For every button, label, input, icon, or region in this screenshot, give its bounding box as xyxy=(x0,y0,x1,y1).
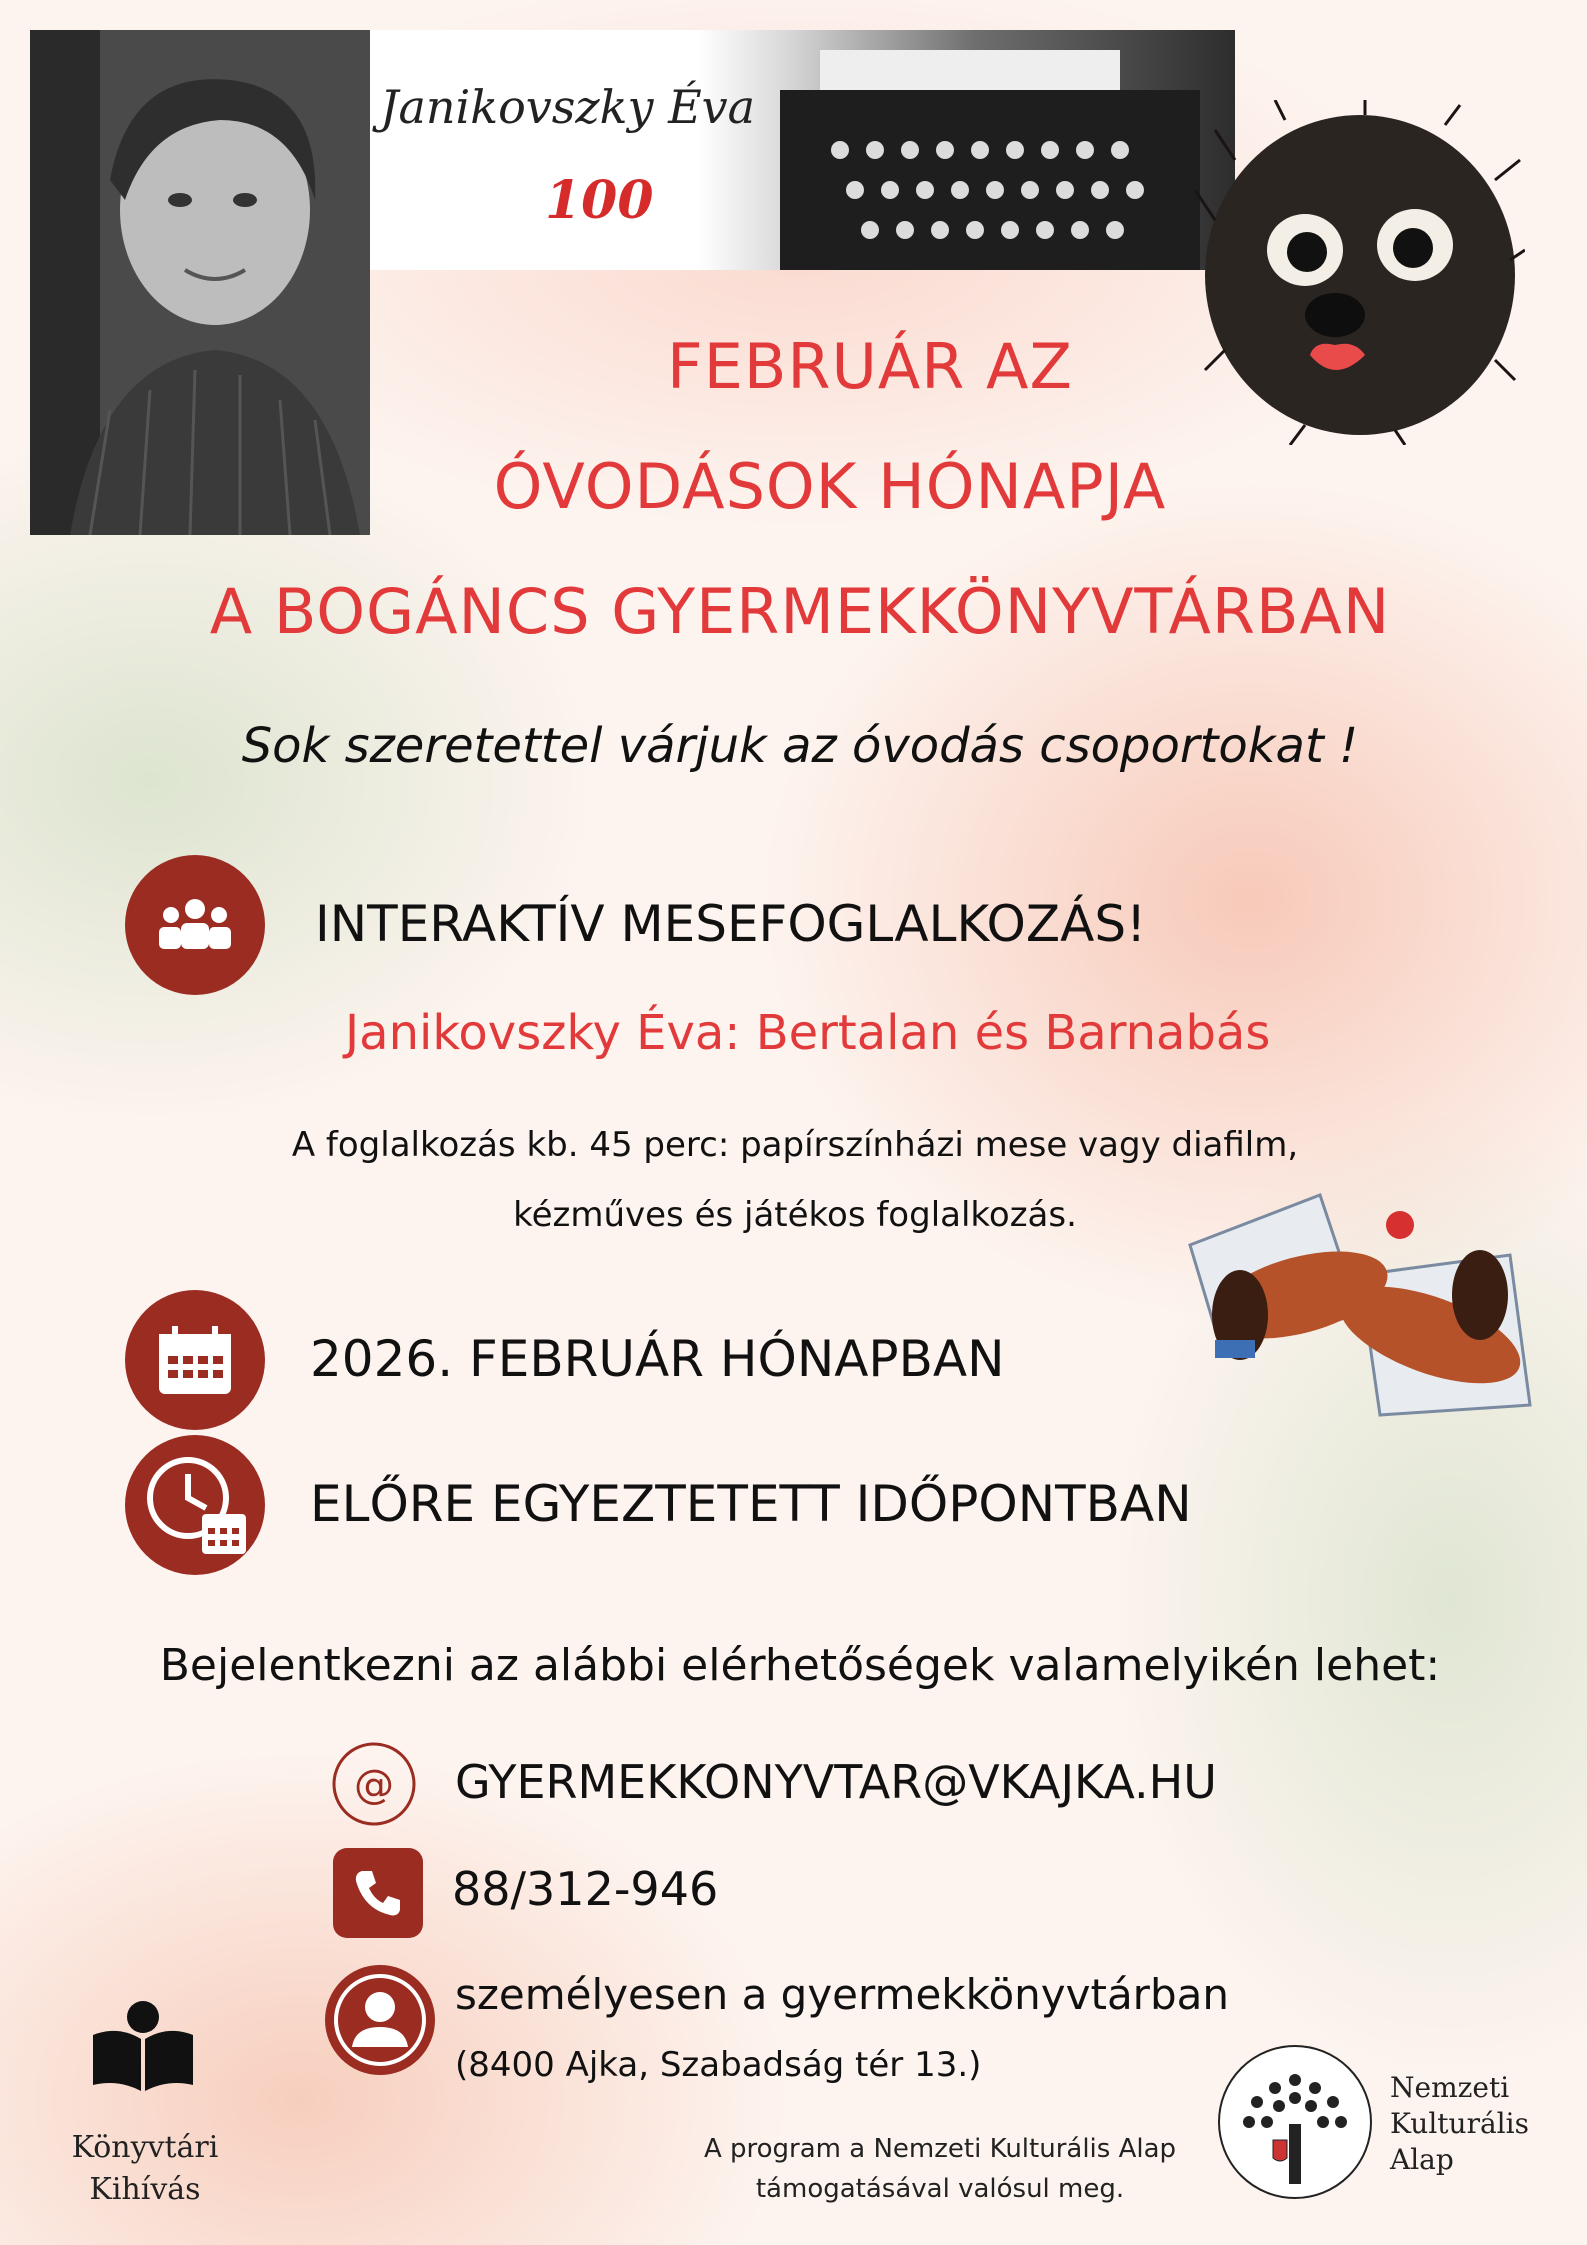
phone-icon xyxy=(333,1848,423,1938)
activity-label: INTERAKTÍV MESEFOGLALKOZÁS! xyxy=(315,895,1147,953)
at-icon xyxy=(330,1740,418,1828)
phone-number[interactable]: 88/312-946 xyxy=(452,1862,719,1916)
anniversary-number: 100 xyxy=(545,170,654,231)
address-text: (8400 Ajka, Szabadság tér 13.) xyxy=(455,2045,982,2085)
email-link[interactable]: GYERMEKKONYVTAR@VKAJKA.HU xyxy=(455,1755,1217,1809)
author-portrait-photo xyxy=(30,30,370,535)
title-line-1: FEBRUÁR AZ xyxy=(667,330,1073,403)
clock-calendar-icon xyxy=(125,1435,265,1575)
description-line-1: A foglalkozás kb. 45 perc: papírszínházi mese vagy diafilm, xyxy=(291,1125,1299,1165)
in-person-label: személyesen a gyermekkönyvtárban xyxy=(455,1970,1229,2019)
funding-note-line-1: A program a Nemzeti Kulturális Alap xyxy=(703,2134,1177,2164)
funding-note-line-2: támogatásával valósul meg. xyxy=(755,2174,1125,2204)
open-book-icon xyxy=(88,1995,198,2095)
group-icon xyxy=(125,855,265,995)
tree-icon xyxy=(1215,2040,1375,2205)
date-label: 2026. FEBRUÁR HÓNAPBAN xyxy=(310,1330,1005,1388)
nka-line-1: Nemzeti xyxy=(1390,2071,1510,2104)
person-icon xyxy=(325,1965,435,2075)
nka-line-2: Kulturális xyxy=(1390,2107,1529,2140)
title-line-2: ÓVODÁSOK HÓNAPJA xyxy=(493,450,1167,523)
dachshund-illustration xyxy=(1180,1185,1540,1435)
logo-line-2: Kihívás xyxy=(89,2172,201,2207)
contact-heading: Bejelentkezni az alábbi elérhetőségek valamelyikén lehet: xyxy=(159,1640,1441,1691)
welcome-text: Sok szeretettel várjuk az óvodás csoportokat ! xyxy=(241,718,1359,774)
anniversary-banner xyxy=(370,30,1235,270)
description-line-2: kézműves és játékos foglalkozás. xyxy=(513,1195,1077,1235)
title-line-3: A BOGÁNCS GYERMEKKÖNYVTÁRBAN xyxy=(209,575,1391,648)
logo-line-1: Könyvtári xyxy=(71,2130,219,2165)
time-label: ELŐRE EGYEZTETETT IDŐPONTBAN xyxy=(310,1475,1192,1533)
nka-line-3: Alap xyxy=(1390,2143,1454,2176)
svg-text:@: @ xyxy=(354,1762,394,1808)
dog-illustration xyxy=(1195,100,1525,445)
calendar-icon xyxy=(125,1290,265,1430)
book-title: Janikovszky Éva: Bertalan és Barnabás xyxy=(345,1005,1271,1061)
author-signature: Janikovszky Éva xyxy=(380,80,756,134)
